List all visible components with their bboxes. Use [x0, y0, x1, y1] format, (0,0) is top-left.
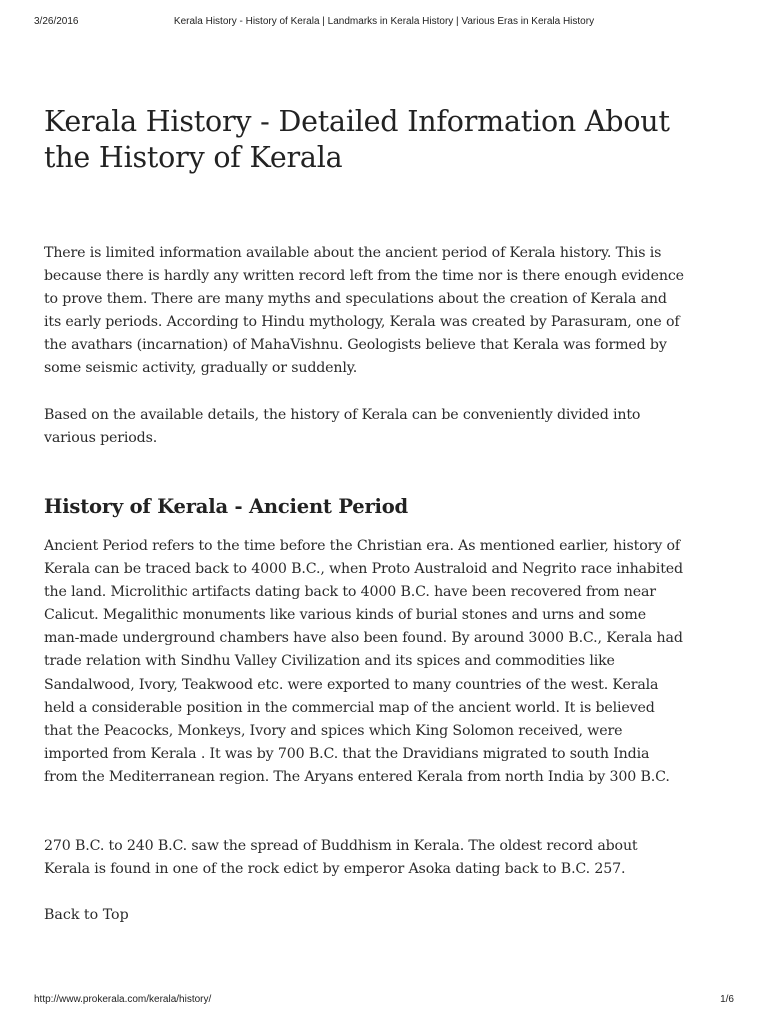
print-footer — [34, 994, 734, 1008]
section-paragraph-2: 270 B.C. to 240 B.C. saw the spread of Buddhism in Kerala. The oldest record about Kerala is found in one of the rock edict by emperor Asoka dating back to B.C. 257. — [44, 838, 638, 878]
print-header — [34, 16, 734, 30]
page-title: Kerala History - Detailed Information About the History of Kerala — [44, 105, 670, 174]
intro-paragraph-1: There is limited information available about the ancient period of Kerala history. This is because there is hardly any written record left from the time nor is there enough evidence to prove them. There are many myths and speculations about the creation of Kerala and its early periods. According to Hindu mythology, Kerala was created by Parasuram, one of the avathars (incarnation) of MahaVishnu. Geologists believe that Kerala was formed by some seismic activity, gradually or suddenly. — [44, 245, 684, 377]
section-paragraph-1: Ancient Period refers to the time before the Christian era. As mentioned earlier, history of Kerala can be traced back to 4000 B.C., when Proto Australoid and Negrito race inhabited the land. Microlithic artifacts dating back to 4000 B.C. have been recovered from near Calicut. Megalithic monuments like various kinds of burial stones and urns and some man-made underground chambers have also been found. By around 3000 B.C., Kerala had trade relation with Sindhu Valley Civilization and its spices and commodities like Sandalwood, Ivory, Teakwood etc. were exported to many countries of the west. Kerala held a considerable position in the commercial map of the ancient world. It is believed that the Peacocks, Monkeys, Ivory and spices which King Solomon received, were imported from Kerala . It was by 700 B.C. that the Dravidians migrated to south India from the Mediterranean region. The Aryans entered Kerala from north India by 300 B.C. — [44, 538, 683, 785]
intro-paragraph-2: Based on the available details, the history of Kerala can be conveniently divided into various periods. — [44, 407, 641, 447]
print-page-title: Kerala History - History of Kerala | Landmarks in Kerala History | Various Eras in Kerala History — [173, 16, 595, 27]
print-url: http://www.prokerala.com/kerala/history/ — [34, 994, 212, 1005]
section-heading: History of Kerala - Ancient Period — [44, 495, 408, 518]
print-date: 3/26/2016 — [34, 16, 79, 27]
page-number: 1/6 — [720, 994, 734, 1005]
back-to-top-link[interactable]: Back to Top — [44, 907, 129, 923]
